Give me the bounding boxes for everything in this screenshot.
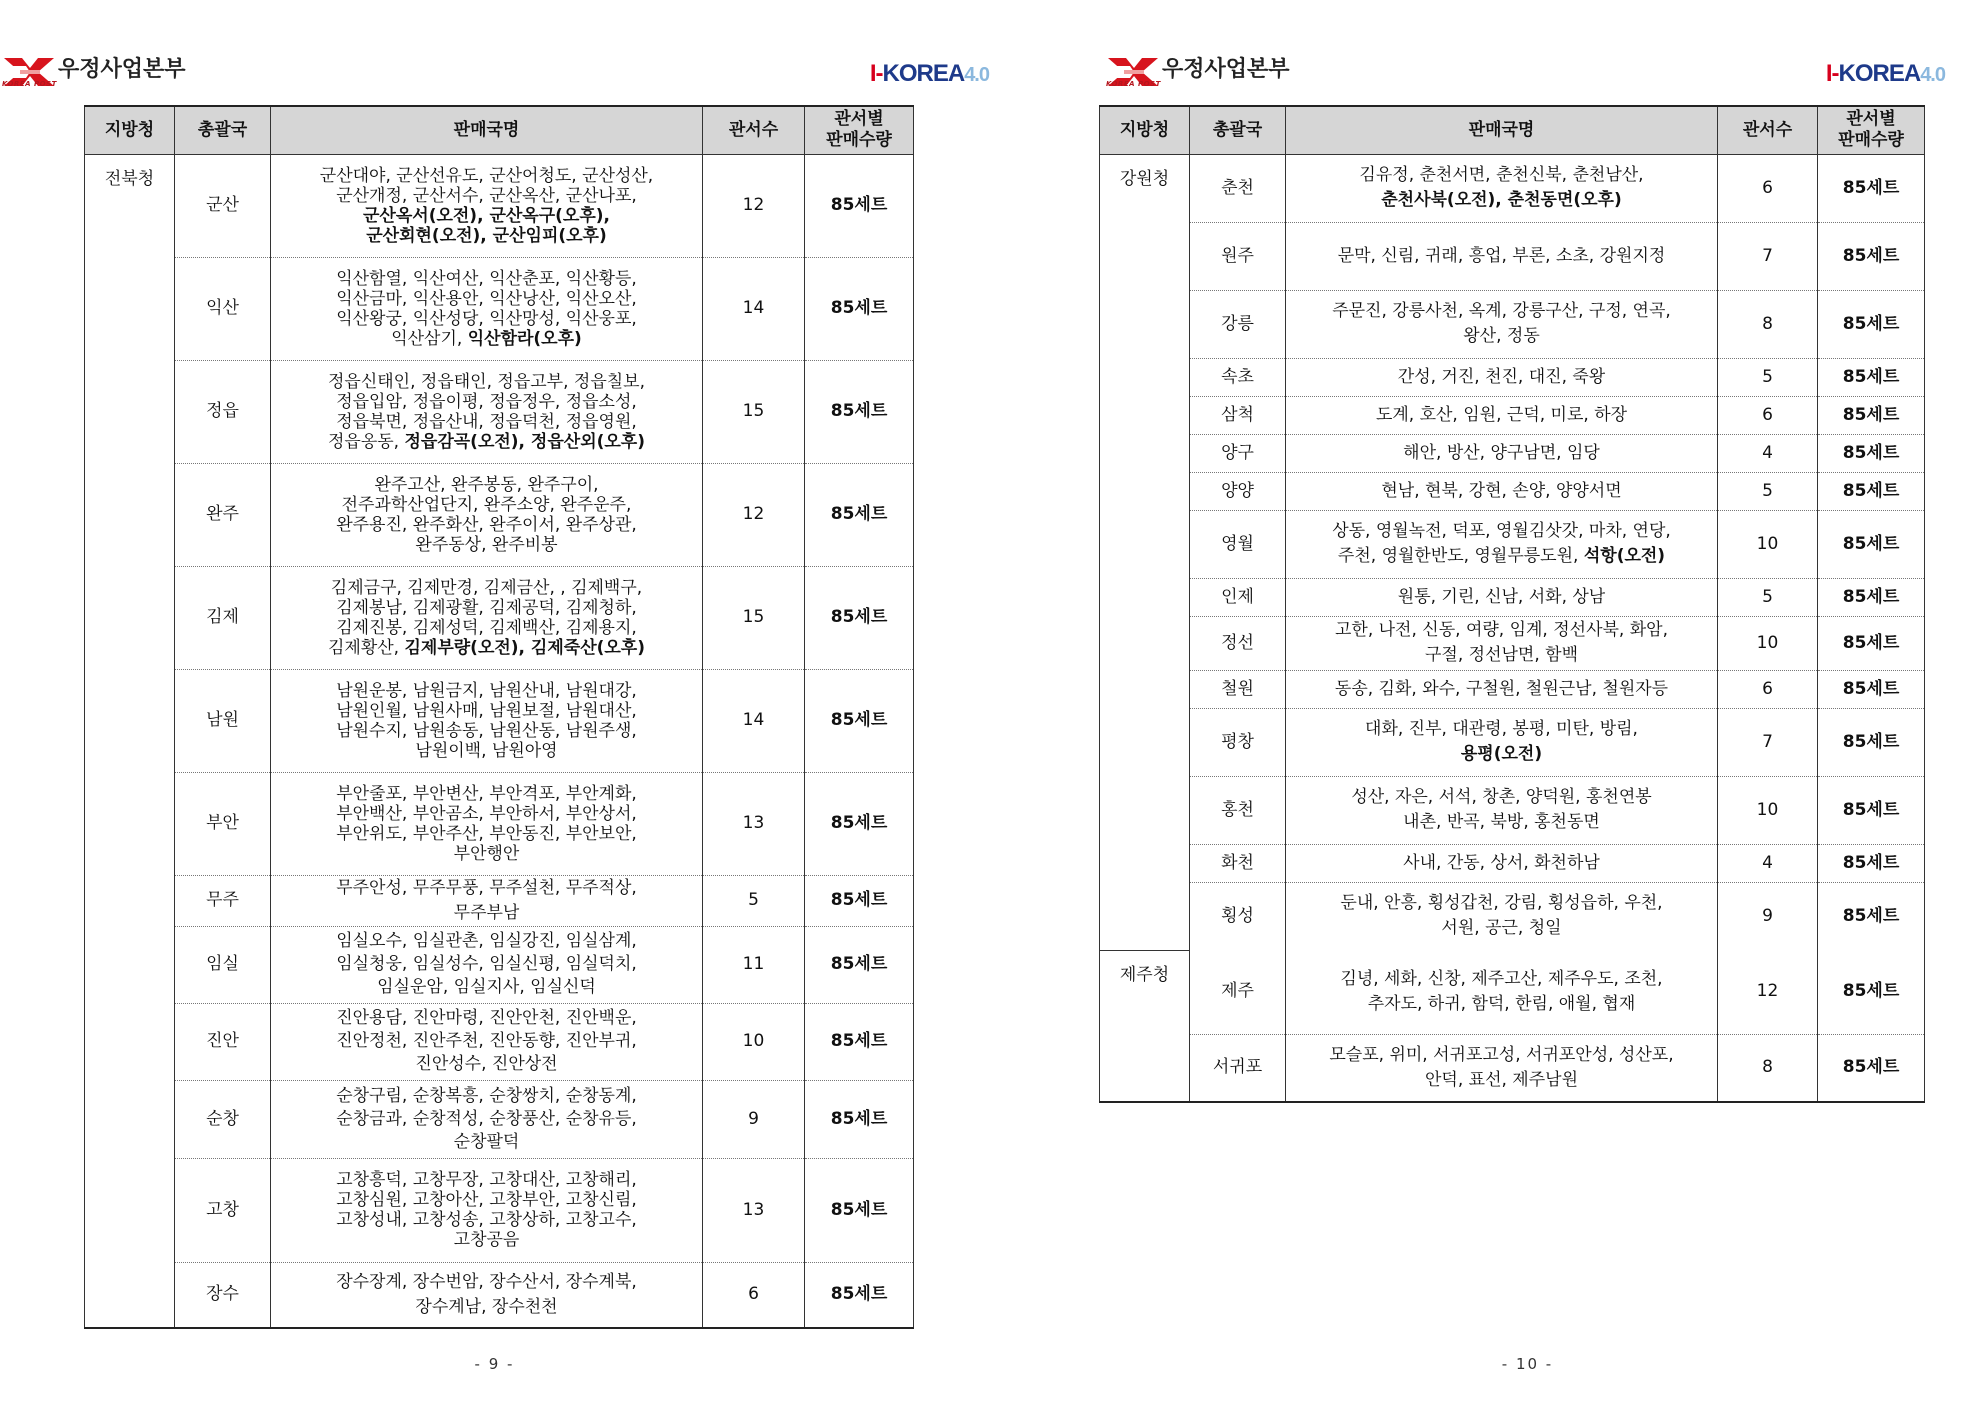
office-line: 순창금과, 순창적성, 순창풍산, 순창유등, [336, 1108, 637, 1129]
region-cell [1100, 154, 1190, 950]
hq-cell: 완주 [175, 463, 271, 566]
hq-cell: 정선 [1190, 616, 1286, 670]
sales-cell: 85세트 [805, 926, 914, 1003]
page-header [0, 50, 989, 96]
count-cell: 6 [1718, 154, 1818, 222]
count-cell: 10 [1718, 776, 1818, 844]
office-line: 부안행안 [453, 843, 520, 864]
sales-cell: 85세트 [805, 566, 914, 669]
office-line: 정읍입암, 정읍이평, 정읍정우, 정읍소성, [336, 391, 637, 412]
table-row [85, 257, 914, 360]
office-line: 부안줄포, 부안변산, 부안격포, 부안계화, [336, 783, 637, 804]
hq-cell: 제주 [1190, 950, 1286, 1034]
i-korea-prefix: I- [1825, 60, 1839, 87]
offices-cell [1286, 708, 1718, 776]
table-row [85, 1262, 914, 1328]
table-row [85, 926, 914, 1003]
hq-cell: 화천 [1190, 844, 1286, 882]
region-name: 제주청 [1119, 964, 1170, 985]
sales-cell: 85세트 [805, 875, 914, 926]
count-cell: 6 [703, 1262, 805, 1328]
office-line: 순창팔덕 [453, 1131, 520, 1152]
sales-cell: 85세트 [1818, 358, 1925, 396]
col-hq: 총괄국 [175, 106, 271, 154]
office-line: 안덕, 표선, 제주남원 [1425, 1069, 1578, 1090]
offices-cell [271, 772, 703, 875]
sales-table [1099, 105, 1925, 1103]
hq-cell: 삼척 [1190, 396, 1286, 434]
office-line: 김녕, 세화, 신창, 제주고산, 제주우도, 조천, [1340, 968, 1663, 989]
i-korea-word: KOREA [882, 60, 965, 87]
col-offices: 판매국명 [271, 106, 703, 154]
i-korea-version: 4.0 [1920, 64, 1945, 86]
table-row [1100, 950, 1925, 1034]
count-cell: 12 [703, 154, 805, 257]
office-line: 고창흥덕, 고창무장, 고창대산, 고창해리, [336, 1170, 637, 1190]
office-line: 군산대야, 군산선유도, 군산어청도, 군산성산, [319, 165, 654, 186]
col-region: 지방청 [1100, 106, 1190, 154]
office-line: 임실청웅, 임실성수, 임실신평, 임실덕치, [336, 954, 637, 974]
table-row [1100, 776, 1925, 844]
office-line: 남원운봉, 남원금지, 남원산내, 남원대강, [336, 680, 637, 701]
count-cell: 10 [703, 1003, 805, 1080]
office-line: 임실운암, 임실지사, 임실신덕 [377, 977, 596, 997]
table-row [85, 360, 914, 463]
office-line: 완주고산, 완주봉동, 완주구이, [374, 474, 599, 495]
office-line [275, 206, 698, 226]
office-line: 무주부남 [453, 902, 520, 923]
sales-cell: 85세트 [1818, 510, 1925, 578]
sales-cell: 85세트 [805, 463, 914, 566]
highlighted-office: 김제부량(오전), 김제죽산(오후) [404, 637, 646, 658]
sales-cell: 85세트 [1818, 776, 1925, 844]
offices-cell [1286, 578, 1718, 616]
col-sales: 관서별 판매수량 [805, 106, 914, 154]
offices-cell [271, 1262, 703, 1328]
table-row [85, 772, 914, 875]
offices-cell [271, 1080, 703, 1158]
sales-cell: 85세트 [1818, 290, 1925, 358]
offices-cell [1286, 616, 1718, 670]
highlighted-office: 군산회현(오전), 군산임피(오후) [366, 225, 607, 246]
office-line: 성산, 자은, 서석, 창촌, 양덕원, 홍천연봉 [1351, 787, 1652, 807]
office-line: 구절, 정선남면, 함백 [1425, 645, 1578, 665]
hq-cell: 순창 [175, 1080, 271, 1158]
office-line: 동송, 김화, 와수, 구철원, 철원근남, 철원자등 [1334, 678, 1669, 699]
logo-subtext: KOREA POST [2, 80, 57, 88]
count-cell: 5 [703, 875, 805, 926]
count-cell: 12 [1718, 950, 1818, 1034]
hq-cell: 고창 [175, 1158, 271, 1262]
table-row [85, 875, 914, 926]
col-offices: 판매국명 [1286, 106, 1718, 154]
highlighted-office: 용평(오전) [1460, 744, 1543, 764]
office-line: 김제금구, 김제만경, 김제금산, , 김제백구, [330, 577, 643, 598]
sales-cell: 85세트 [1818, 950, 1925, 1034]
count-cell: 4 [1718, 434, 1818, 472]
table-row [85, 566, 914, 669]
offices-cell [271, 360, 703, 463]
office-line: 간성, 거진, 천진, 대진, 죽왕 [1397, 366, 1606, 387]
hq-cell: 홍천 [1190, 776, 1286, 844]
table-row [85, 1080, 914, 1158]
office-line: 김제진봉, 김제성덕, 김제백산, 김제용지, [336, 617, 637, 638]
hq-cell: 강릉 [1190, 290, 1286, 358]
offices-cell [1286, 290, 1718, 358]
count-cell: 13 [703, 1158, 805, 1262]
sales-cell: 85세트 [1818, 616, 1925, 670]
hq-cell: 정읍 [175, 360, 271, 463]
i-korea-version: 4.0 [964, 64, 989, 86]
count-cell: 14 [703, 257, 805, 360]
office-line [1290, 188, 1713, 213]
hq-cell: 속초 [1190, 358, 1286, 396]
sales-cell: 85세트 [1818, 670, 1925, 708]
page-number: - 9 - [474, 1355, 515, 1373]
office-line: 해안, 방산, 양구남면, 임당 [1403, 442, 1600, 463]
hq-cell: 서귀포 [1190, 1034, 1286, 1102]
hq-cell: 철원 [1190, 670, 1286, 708]
offices-cell [1286, 222, 1718, 290]
hq-cell: 장수 [175, 1262, 271, 1328]
sales-cell: 85세트 [805, 1262, 914, 1328]
office-line: 원통, 기린, 신남, 서화, 상남 [1397, 586, 1606, 607]
office-line: 둔내, 안흥, 횡성갑천, 강림, 횡성읍하, 우천, [1340, 893, 1663, 914]
table-row [85, 154, 914, 257]
offices-cell [271, 926, 703, 1003]
table-row [1100, 844, 1925, 882]
hq-cell: 횡성 [1190, 882, 1286, 950]
table-row [1100, 616, 1925, 670]
sales-cell: 85세트 [805, 1003, 914, 1080]
table-row [1100, 434, 1925, 472]
table-row [1100, 358, 1925, 396]
count-cell: 8 [1718, 290, 1818, 358]
col-count: 관서수 [1718, 106, 1818, 154]
count-cell: 15 [703, 566, 805, 669]
offices-cell [1286, 358, 1718, 396]
sales-table [84, 105, 914, 1329]
office-line: 정읍북면, 정읍산내, 정읍덕천, 정읍영원, [336, 411, 637, 432]
office-line: 부안백산, 부안곰소, 부안하서, 부안상서, [336, 803, 637, 824]
table-row [85, 669, 914, 772]
logo-subtext: KOREA POST [1106, 80, 1161, 88]
office-line: 내촌, 반곡, 북방, 홍천동면 [1403, 812, 1600, 832]
hq-cell: 익산 [175, 257, 271, 360]
offices-cell [1286, 434, 1718, 472]
sales-cell: 85세트 [805, 360, 914, 463]
hq-cell: 부안 [175, 772, 271, 875]
office-line: 남원인월, 남원사매, 남원보절, 남원대산, [336, 700, 637, 721]
office-line: 김유정, 춘천서면, 춘천신북, 춘천남산, [1359, 165, 1644, 185]
highlighted-office: 춘천사북(오전), 춘천동면(오후) [1381, 190, 1622, 210]
hq-cell: 영월 [1190, 510, 1286, 578]
table-row [85, 1158, 914, 1262]
office-line: 완주용진, 완주화산, 완주이서, 완주상관, [336, 514, 637, 535]
office-line: 김제황산, 김제부량(오전), 김제죽산(오후) [327, 637, 646, 658]
office-line: 왕산, 정동 [1463, 326, 1540, 346]
hq-cell: 원주 [1190, 222, 1286, 290]
hq-cell: 남원 [175, 669, 271, 772]
table-row [1100, 154, 1925, 222]
hq-cell: 춘천 [1190, 154, 1286, 222]
office-line: 추자도, 하귀, 함덕, 한림, 애월, 협재 [1367, 993, 1636, 1014]
org-name: 우정사업본부 [58, 57, 186, 82]
i-korea-prefix: I- [869, 60, 883, 87]
offices-cell [271, 875, 703, 926]
table-row [1100, 222, 1925, 290]
office-line: 고창성내, 고창성송, 고창상하, 고창고수, [336, 1210, 637, 1230]
count-cell: 9 [1718, 882, 1818, 950]
office-line: 정읍신태인, 정읍태인, 정읍고부, 정읍칠보, [327, 371, 645, 392]
office-line: 현남, 현북, 강현, 손양, 양양서면 [1381, 480, 1622, 501]
table-row [1100, 290, 1925, 358]
sales-cell: 85세트 [1818, 578, 1925, 616]
office-line: 군산개정, 군산서수, 군산옥산, 군산나포, [336, 185, 637, 206]
office-line: 고한, 나전, 신동, 여량, 임계, 정선사북, 화암, [1334, 620, 1668, 640]
count-cell: 6 [1718, 670, 1818, 708]
office-line: 진안용담, 진안마령, 진안안천, 진안백운, [336, 1008, 637, 1028]
office-line: 전주과학산업단지, 완주소양, 완주운주, [341, 494, 632, 515]
page-number: - 10 - [1501, 1355, 1554, 1373]
i-korea-logo [1826, 60, 1945, 90]
table-row [1100, 396, 1925, 434]
office-line: 고창심원, 고창아산, 고창부안, 고창신림, [336, 1190, 637, 1210]
highlighted-office: 석항(오전) [1583, 546, 1666, 566]
count-cell: 5 [1718, 578, 1818, 616]
hq-cell: 양구 [1190, 434, 1286, 472]
count-cell: 15 [703, 360, 805, 463]
highlighted-office: 군산옥서(오전), 군산옥구(오후), [363, 205, 610, 226]
count-cell: 4 [1718, 844, 1818, 882]
offices-cell [1286, 776, 1718, 844]
offices-cell [271, 1158, 703, 1262]
office-line: 완주동상, 완주비봉 [415, 534, 558, 555]
hq-cell: 평창 [1190, 708, 1286, 776]
count-cell: 10 [1718, 616, 1818, 670]
sales-cell: 85세트 [1818, 154, 1925, 222]
highlighted-office: 정읍감곡(오전), 정읍산외(오후) [404, 431, 646, 452]
count-cell: 5 [1718, 472, 1818, 510]
office-line: 주문진, 강릉사천, 옥계, 강릉구산, 구정, 연곡, [1332, 301, 1671, 321]
col-hq: 총괄국 [1190, 106, 1286, 154]
offices-cell [271, 566, 703, 669]
office-line: 익산삼기, 익산함라(오후) [391, 328, 582, 349]
office-line: 임실오수, 임실관촌, 임실강진, 임실삼계, [336, 931, 637, 951]
offices-cell [1286, 472, 1718, 510]
hq-cell: 인제 [1190, 578, 1286, 616]
table-row [1100, 708, 1925, 776]
hq-cell: 김제 [175, 566, 271, 669]
office-line: 문막, 신림, 귀래, 흥업, 부론, 소초, 강원지정 [1337, 245, 1666, 266]
page-header [1011, 50, 1978, 96]
office-line: 주천, 영월한반도, 영월무릉도원, 석항(오전) [1337, 546, 1666, 566]
sales-cell: 85세트 [1818, 434, 1925, 472]
office-line: 정읍옹동, 정읍감곡(오전), 정읍산외(오후) [327, 431, 646, 452]
office-line [1290, 742, 1713, 767]
sales-cell: 85세트 [805, 669, 914, 772]
i-korea-logo [870, 60, 989, 90]
table-row [1100, 1034, 1925, 1102]
table-row [1100, 882, 1925, 950]
office-line: 사내, 간동, 상서, 화천하남 [1403, 852, 1600, 873]
office-line: 김제봉남, 김제광활, 김제공덕, 김제청하, [336, 597, 637, 618]
offices-cell [271, 257, 703, 360]
offices-cell [1286, 844, 1718, 882]
sales-cell: 85세트 [805, 257, 914, 360]
table-row [1100, 472, 1925, 510]
count-cell: 8 [1718, 1034, 1818, 1102]
office-line: 진안성수, 진안상전 [415, 1054, 558, 1074]
office-line: 서원, 공근, 청일 [1441, 918, 1562, 939]
count-cell: 6 [1718, 396, 1818, 434]
office-line: 모슬포, 위미, 서귀포고성, 서귀포안성, 성산포, [1329, 1044, 1674, 1065]
office-line: 부안위도, 부안주산, 부안동진, 부안보안, [336, 823, 637, 844]
office-line: 순창구림, 순창복흥, 순창쌍치, 순창동계, [336, 1085, 637, 1106]
offices-cell [1286, 396, 1718, 434]
office-line: 진안정천, 진안주천, 진안동향, 진안부귀, [336, 1031, 637, 1051]
region-name: 전북청 [104, 168, 155, 189]
hq-cell: 임실 [175, 926, 271, 1003]
offices-cell [1286, 1034, 1718, 1102]
offices-cell [271, 154, 703, 257]
region-name: 강원청 [1119, 168, 1170, 189]
count-cell: 12 [703, 463, 805, 566]
offices-cell [1286, 154, 1718, 222]
office-line: 무주안성, 무주무풍, 무주설천, 무주적상, [336, 877, 637, 898]
sales-cell: 85세트 [1818, 222, 1925, 290]
count-cell: 9 [703, 1080, 805, 1158]
count-cell: 7 [1718, 222, 1818, 290]
office-line: 상동, 영월녹전, 덕포, 영월김삿갓, 마차, 연당, [1332, 521, 1671, 541]
hq-cell: 진안 [175, 1003, 271, 1080]
hq-cell: 무주 [175, 875, 271, 926]
count-cell: 11 [703, 926, 805, 1003]
page-10 [1011, 0, 1978, 1402]
hq-cell: 양양 [1190, 472, 1286, 510]
offices-cell [1286, 510, 1718, 578]
offices-cell [1286, 882, 1718, 950]
office-line: 익산함열, 익산여산, 익산춘포, 익산황등, [336, 268, 637, 289]
office-line: 익산왕궁, 익산성당, 익산망성, 익산웅포, [336, 308, 637, 329]
highlighted-office: 익산함라(오후) [467, 328, 582, 349]
table-row [85, 463, 914, 566]
col-count: 관서수 [703, 106, 805, 154]
office-line [275, 226, 698, 246]
office-line: 장수계남, 장수천천 [415, 1296, 558, 1317]
sales-cell: 85세트 [1818, 708, 1925, 776]
region-cell [85, 154, 175, 1328]
col-sales: 관서별 판매수량 [1818, 106, 1925, 154]
sales-cell: 85세트 [805, 1158, 914, 1262]
office-line: 장수장계, 장수번암, 장수산서, 장수계북, [336, 1271, 637, 1292]
sales-cell: 85세트 [1818, 472, 1925, 510]
sales-cell: 85세트 [805, 772, 914, 875]
col-region: 지방청 [85, 106, 175, 154]
office-line: 남원수지, 남원송동, 남원산동, 남원주생, [336, 720, 637, 741]
offices-cell [1286, 950, 1718, 1034]
hq-cell: 군산 [175, 154, 271, 257]
table-row [85, 1003, 914, 1080]
office-line: 남원이백, 남원아영 [415, 740, 558, 761]
offices-cell [271, 669, 703, 772]
count-cell: 5 [1718, 358, 1818, 396]
offices-cell [271, 1003, 703, 1080]
offices-cell [271, 463, 703, 566]
sales-cell: 85세트 [1818, 396, 1925, 434]
sales-cell: 85세트 [805, 154, 914, 257]
org-name: 우정사업본부 [1162, 57, 1290, 82]
office-line: 고창공음 [453, 1230, 520, 1250]
office-line: 도계, 호산, 임원, 근덕, 미로, 하장 [1375, 404, 1628, 425]
sales-cell: 85세트 [1818, 844, 1925, 882]
count-cell: 13 [703, 772, 805, 875]
count-cell: 14 [703, 669, 805, 772]
table-row [1100, 578, 1925, 616]
i-korea-word: KOREA [1838, 60, 1921, 87]
sales-cell: 85세트 [1818, 882, 1925, 950]
sales-cell: 85세트 [805, 1080, 914, 1158]
office-line: 대화, 진부, 대관령, 봉평, 미탄, 방림, [1365, 719, 1638, 739]
sales-cell: 85세트 [1818, 1034, 1925, 1102]
offices-cell [1286, 670, 1718, 708]
region-cell [1100, 950, 1190, 1102]
table-row [1100, 510, 1925, 578]
count-cell: 10 [1718, 510, 1818, 578]
table-row [1100, 670, 1925, 708]
count-cell: 7 [1718, 708, 1818, 776]
office-line: 익산금마, 익산용안, 익산낭산, 익산오산, [336, 288, 637, 309]
